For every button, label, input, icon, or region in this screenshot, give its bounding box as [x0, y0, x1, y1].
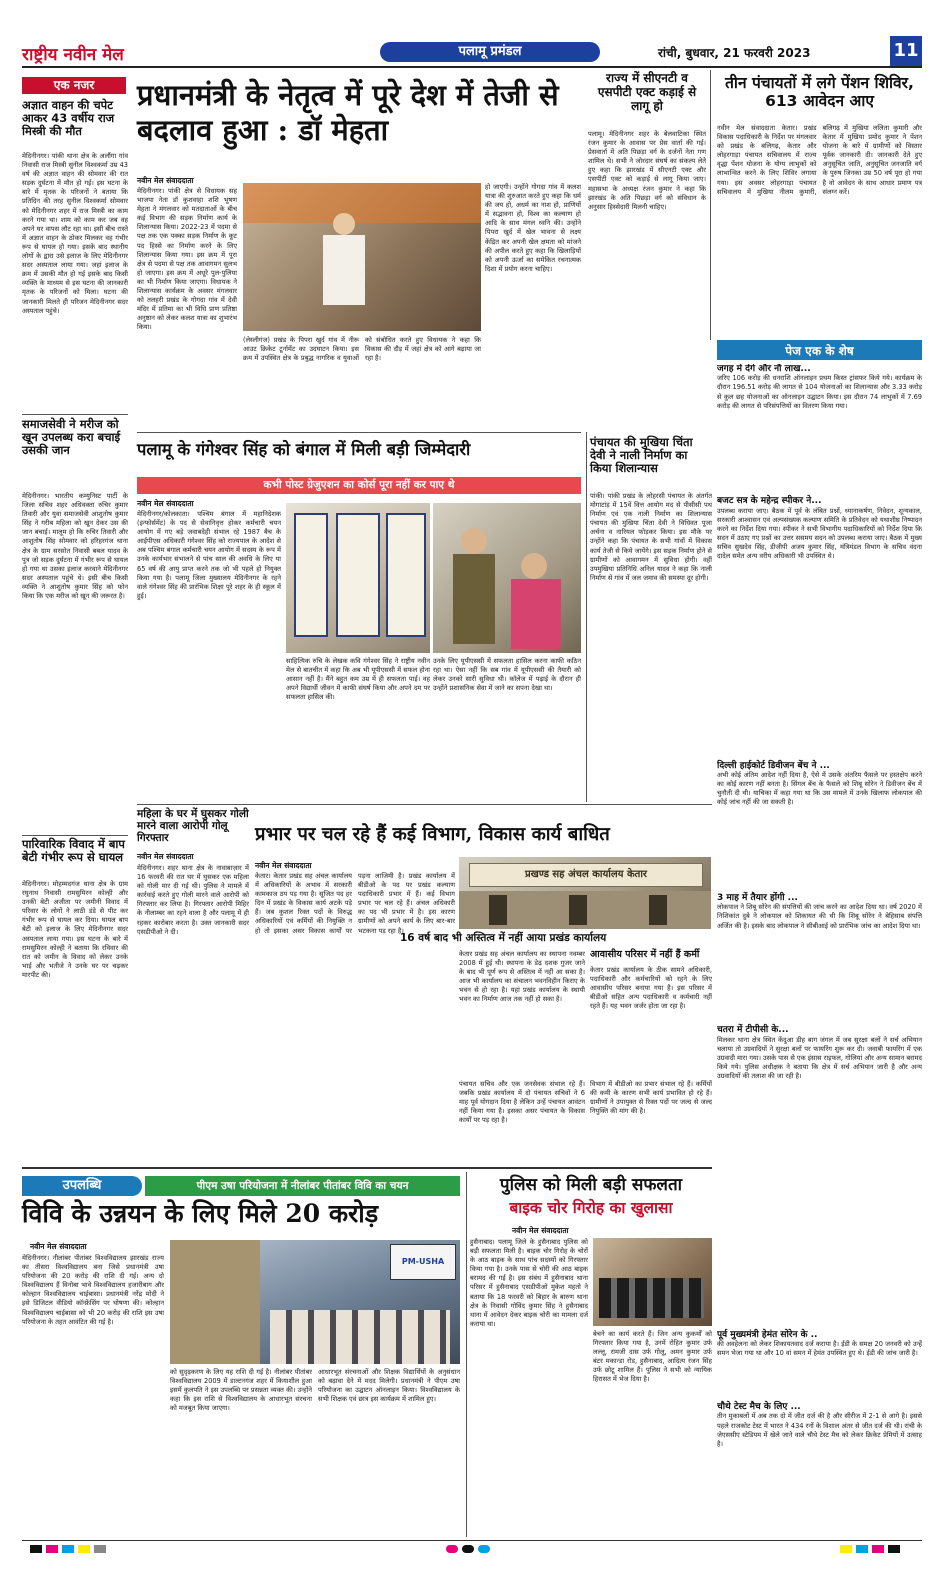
byline: नवीन मेल संवाददाता	[30, 1242, 87, 1251]
story-headline: प्रभार पर चल रहे हैं कई विभाग, विकास कार्य बाधित	[255, 824, 610, 845]
continued-headline: चौथे टेस्ट मैच के लिए ...	[717, 1402, 801, 1413]
story-text: केतार प्रखंड कार्यालय के ठीक सामने अधिकारी, पदाधिकारी और कर्मचारियों को रहने के लिए आवासीय परिसर बनाया गया है। इस परिसर में बीडीओ सहित अन्य पदाधिकारी व कर्मचारी नहीं रहते हैं। यह भवन जर्जर होता जा रहा है।	[590, 966, 712, 1011]
byline: नवीन मेल संवाददाता	[512, 1226, 569, 1235]
story-headline: पंचायत की मुखिया चिंता देवी ने नाली निर्माण का किया शिलान्यास	[590, 435, 693, 476]
continued-headline: दिल्ली हाईकोर्ट डिवीजन बेंच ने ...	[717, 760, 830, 771]
story-text: केतार। केतार प्रखंड सह अंचल कार्यालय में अधिकारियों के अभाव में सरकारी कामकाज ठप पड़ गया है। सूजित पद हर दिन में प्रखंड के विकास कार्य अटके पड़े हैं। जब कुशल रिक्त पदों के विरुद्ध अधिकारियों एवं कर्मियों की नियुक्ति न हो तो इसका असर विकास कार्यों पर पड़ना लाजिमी है। प्रखंड कार्यालय में बीडीओ के पद पर प्रखंड कल्याण पदाधिकारी प्रभार में हैं। कई विभाग प्रभार पर चल रहे हैं। अंचल अधिकारी का पद भी प्रभार में है। इस कारण ग्रामीणों को अपने कार्य के लिए बार-बार भटकना पड़ रहा है।	[255, 872, 455, 935]
story-text: मेदिनीनगर/कोलकाता। पश्चिम बंगाल में महानिदेशक (इन्फोर्समेंट) के पद से सेवानिवृत्त होकर कर्मचारी चयन आयोग में गए बड़े जवाबदेही संभाल रहे 1987 बैच के आईपीएस अधिकारी गंगेश्वर सिंह को राज्यपाल के आदेश से अब पश्चिम बंगाल कर्मचारी चयन आयोग में सदस्य के रूप में उनके कार्यभार संभालने से पांच साल की अवधि के लिए या 65 वर्ष की आयु प्राप्त करने तक जो भी पहले हो नियुक्त किया गया है। पलामू जिला मुख्यालय मेदिनीनगर के रहने वाले गंगेश्वर सिंह की प्रारंभिक शिक्षा पूरे शहर के ही स्कूल में हुई।	[137, 510, 281, 600]
story-text: को सुदृढ़करण के लिए यह राशि दी गई है। नीलांबर पीतांबर विश्वविद्यालय 2009 में डाल्टनगंज शहर में कियाशील हुआ इसमें कुलपति ने इस उपलब्धि पर प्रसन्नता व्यक्त की। उन्होंने कहा कि इस राशि से विश्वविद्यालय के आधारभूत संरचना को मजबूत किया जाएगा।	[170, 1368, 312, 1413]
continued-text: लोकपाल ने शिबू सोरेन की संपत्तियों की जांच करने का आदेश दिया था। वर्ष 2020 में निशिकांत दुबे ने लोकपाल को शिकायत की थी कि शिबू सोरेन ने बेहिसाब संपत्ति अर्जित की है। इसके बाद लोकपाल ने सीबीआई को प्रारंभिक जांच का आदेश दिया था।	[717, 903, 922, 930]
byline: नवीन मेल संवाददाता	[137, 499, 194, 508]
registration-mark	[30, 1545, 42, 1553]
story-text: उनके लिए यूपीएससी में सफलता हासिल करना काफी कठिन रहा था। ऐसा नहीं कि सब गांव में यूपीएससी की तैयारी को लेकर उनको सारी सुविधा थी। कॉलेज में पढ़ाई के दौरान ही उन्होंने प्रशासनिक सेवा में जाने का सपना देखा था।	[433, 657, 581, 693]
registration-mark	[46, 1545, 58, 1553]
registration-mark	[462, 1545, 474, 1553]
story-text: मेदिनीनगर। पांकी थाना क्षेत्र के अलौंगा गांव निवासी राज मिस्त्री सुनील विश्वकर्मा उम्र 43 वर्ष की अज्ञात वाहन की सोमवार की रात सड़क दुर्घटना में मौत हो गई। इस घटना के बारे में मृतक के परिजनों ने बताया कि प्रतिदिन की तरह सुनील विश्वकर्मा सोमवार को मेदिनीनगर शहर में राज मिस्त्री का काम करने गया था। शाम को काम कर जब वह अपने घर वापस लौट रहा था। इसी बीच रास्ते में अज्ञात वाहन के ठोकर मिलकर वह गंभीर रूप से घायल हो गया। इसके बाद स्थानीय लोगों के द्वारा उसे इलाज के लिए मेदिनीनगर सदर अस्पताल लाया गया। जहां इलाज के क्रम में उसकी मौत हो गई इसके बाद किसी व्यक्ति के माध्यम से इस घटना की जानकारी मृतक के परिजनों को मिला। घटना की जानकारी मिलते ही परिजन मेदिनीनगर सदर अस्पताल पहुंचे।	[22, 152, 128, 315]
story-headline: पुलिस को मिली बड़ी सफलता	[499, 1175, 683, 1195]
story-text: मेदिनीनगर। शहर थाना क्षेत्र के नावाबाज़ार में 16 फरवरी की रात घर में घुसकर एक महिला को गोली मार दी गई थी। पुलिस ने मामले में कार्रवाई करते हुए गोली मारने वाले आरोपी को गिरफ्तार कर लिया है। गिरफ्तार आरोपी मिहिर के नीलाम्बर का रहने वाला है और पलामू में ही रहकर कारोबार करता है। उक्त जानकारी सदर एसडीपीओ ने दी।	[137, 864, 249, 936]
lead-headline: प्रधानमंत्री के नेतृत्व में पूरे देश में तेजी से बदलाव हुआ : डॉ मेहता	[137, 78, 559, 148]
story-text: हो जाएगी। उन्होंने गोगदा गांव में कलश यात्रा की शुरुआत करते हुए कहा कि धर्म की जय हो, अधर्म का नाश हो, प्राणियों में सद्भावना हो, विश्व का कल्याण हो आदि के साथ मंगल ध्वनि की। उन्होंने पिपरा खुर्द में खेल भावना से लक्ष्य केंद्रित कर अपनी खेल क्षमता को मांजने की अपील करते हुए कहा कि खिलाड़ियों को अपनी ऊर्जा का समेकित रचनात्मक दिशा में प्रयोग करना चाहिए।	[485, 183, 581, 273]
registration-mark	[62, 1545, 74, 1553]
story-text: मेदिनीनगर। नीलांबर पीतांबर विश्वविद्यालय झारखंड राज्य का तीसरा विश्वविद्यालय बना जिसे प्रधानमंत्री उषा परियोजना की 20 करोड़ की राशि दी गई। अन्य दो विश्वविद्यालय हैं विनोबा भावे विश्वविद्यालय हजारीबाग और कोल्हान विश्वविद्यालय चाईबासा। प्रधानमंत्री नरेंद्र मोदी ने इसे डिजिटल वीडियो कॉन्फ्रेंसिंग पर घोषणा की। कोल्हान विश्वविद्यालय चाईबासा को भी 20 करोड़ की राशि इस उषा परियोजना के तहत आवंटित की गई है।	[22, 1254, 164, 1326]
story-subhead: कभी पोस्ट ग्रेजुएशन का कोर्स पूरा नहीं कर पाए थे	[137, 477, 581, 494]
continued-headline: 3 माह में तैयार होंगी ...	[717, 893, 798, 904]
story-headline: पारिवारिक विवाद में बाप बेटी गंभीर रूप से घायल	[22, 837, 125, 865]
continued-text: की अवहेलना को लेकर शिकायतवाद दर्ज कराया है। ईडी के समक्ष 20 जनवरी को उन्हें समन भेजा गया था और 10 वां समन में हेमंत उपस्थित हुए थे। ईडी की जांच जारी है।	[717, 1340, 922, 1358]
continued-headline: बजट सत्र के महेन्द्र स्पीकर ने...	[717, 496, 822, 507]
column-rule	[586, 432, 587, 802]
registration-mark	[478, 1545, 490, 1553]
story-text: पंचायत सचिव और एक जनसेवक संभाल रहे हैं। जबकि प्रखंड कार्यालय में दो पंचायत सचिवों ने 6 माह पूर्व योगदान दिया है लेकिन उन्हें पंचायत आवंटन नहीं किया गया है। इसका असर पंचायत के विकास कार्यों पर पड़ रहा है।	[459, 1080, 585, 1125]
certificate-photo	[286, 503, 430, 653]
byline: नवीन मेल संवाददाता	[137, 176, 194, 185]
screen-label: PM-USHA	[390, 1244, 456, 1280]
newspaper-name: राष्ट्रीय नवीन मेल	[22, 45, 124, 65]
continued-text: अभी कोई अंतिम आदेश नहीं दिया है, ऐसे में उसके अंतरिम फैसले पर हस्तक्षेप करने का कोई कारण नहीं बनता है। सिंगल बेंच के फैसले को शिबू सोरेन ने डिवीजन बेंच में चुनौती दी थी। याचिका में कहा गया था कि उस मामले में उनके खिलाफ लोकपाल की कोई जांच नहीं की जा सकती है।	[717, 771, 922, 807]
story-text: साहित्यिक रुचि के लेखक कवि गंगेश्वर सिंह ने राष्ट्रीय नवीन मेल से बातचीत में कहा कि अब भी यूपीएससी में सफल होना आसान नहीं है। मैंने बहुत कम उम्र में ही सफलता पाई। वह अपने विद्यार्थी जीवन में काफी संघर्ष किया और अपने दम पर सफलता हासिल की।	[286, 657, 430, 702]
continued-tag: पेज एक के शेष	[785, 344, 854, 358]
continued-column	[717, 364, 922, 1539]
continued-headline: जगह में देंगे और नौ लाख...	[717, 364, 811, 374]
continued-text: मिलकर थाना क्षेत्र स्थित केंदुआ डीह बाग जंगल में जब सुरक्षा बलों ने सर्च अभियान चलाया तो उग्रवादियों ने सुरक्षा बलों पर फायरिंग शुरू कर दी। जवाबी फायरिंग में एक उग्रवादी मारा गया। उसके पास से एक इंसास राइफल, गोलियां और अन्य सामान बरामद किये गये। पुलिस अधीक्षक ने बताया कि क्षेत्र में सर्च अभियान जारी है और अन्य उग्रवादियों की तलाश की जा रही है।	[717, 1035, 922, 1081]
registration-mark	[94, 1545, 106, 1553]
column-rule	[710, 70, 711, 340]
photo-caption: (लेस्लीगंज) प्रखंड के पिपरा खुर्द गांव में नीरू आउट क्रिकेट टूर्नामेंट का उदघाटन किया। इस क्रम में उपस्थित क्षेत्र के प्रबुद्ध नागरिक व युवाओं को संबोधित करते हुए विधायक ने कहा कि विकास की दौड़ में जहां क्षेत्र को आगे बढ़ाया जा रहा है।	[243, 336, 481, 363]
section-rule	[22, 1167, 712, 1169]
story-text: केतार प्रखंड सह अंचल कार्यालय का स्थापना नवम्बर 2008 में हुई थी। स्थापना के डेढ़ दशक गुजर जाने के बाद भी पूर्ण रूप से अस्तित्व में नहीं आ सका है। आज भी कार्यालय का संचालन भवनविहीन किराए के भवन से हो रहा है। यहां प्रखंड कार्यालय के स्थायी भवन का निर्माण आज तक नहीं हो सका है।	[459, 950, 585, 1004]
office-sign: प्रखण्ड सह अंचल कार्यालय केतार	[469, 863, 703, 887]
story-text: नवीन मेल संवाददाता केतार। प्रखंड विकास पदाधिकारी के निर्देश पर मंगलवार को प्रखंड के बलिगढ़, केतार और लोहरगाड़ा पंचायत सचिवालय में राज्य वृद्धा पेंशन योजना के योग्य लाभुकों को लाभान्वित करने के लिए शिविर लगाया गया। इस अवसर लोहरगाड़ा पंचायत सचिवालय में मुखिया नीलम कुमारी, बलिगढ़ में मुखिया ललिता कुमारी और केतार में मुखिया प्रमोद कुमार ने पेंशन योजना के बारे में ग्रामीणों को विस्तार पूर्वक जानकारी दी। जानकारी देते हुए अनुसूचित जाति, अनुसूचित जनजाति वर्ग के पुरुष जिनका उम्र 50 वर्ष पूरा हो गया है वो आवेदन के साथ आधार प्रमाण पत्र संलग्न करें।	[717, 124, 922, 196]
continued-text: जरिए 106 करोड़ की धनराशि ऑनलाइन प्रथम किस्त ट्रांसफर किये गये। कार्यक्रम के दौरान 196.51 करोड़ की लागत से 104 योजनाओं का शिलान्यास और 3.33 करोड़ से कुल छह योजनाओं का ऑनलाइन उद्घाटन किया। इस दौरान 74 लाभुकों में 7.69 करोड़ की लागत से परिसंपत्तियों का वितरण किया गया।	[717, 374, 922, 410]
office-photo	[459, 857, 711, 929]
story-headline: अज्ञात वाहन की चपेट आकर 43 वर्षीय राज मिस्त्री की मौत	[22, 98, 115, 139]
page-number: 11	[890, 36, 922, 66]
story-text: विभाग में बीडीओ का प्रभार संभाल रहे हैं। कर्मियों की कमी के कारण सभी कार्य प्रभावित हो रहे हैं। ग्रामीणों ने उपायुक्त से रिक्त पदों पर जल्द से जल्द नियुक्ति की मांग की है।	[590, 1080, 712, 1116]
seized-bikes-photo	[593, 1238, 712, 1326]
divider	[22, 414, 128, 415]
story-headline: राज्य में सीएनटी व एसपीटी एक्ट कड़ाई से लागू हो	[597, 71, 697, 113]
story-subheadline: 16 वर्ष बाद भी अस्तित्व में नहीं आया प्रखंड कार्यालय	[400, 932, 607, 944]
story-text: पलामू। मेदिनीनगर शहर के बेलवाटिका स्थित रंजन कुमार के आवास पर प्रेस वार्ता की गई। प्रेसवार्ता में अति पिछड़ा वर्ग के दर्जनों नेता गण शामिल थे। सभी ने जोरदार संघर्ष का संकल्प लेते हुए कहा कि झारखंड में सीएनटी एक्ट और एसपीटी एक्ट को कड़ाई से लागू किया जाए। महासभा के अध्यक्ष रंजन कुमार ने कहा कि झारखंड के अति पिछड़ा वर्ग को संविधान के अनुसार हिस्सेदारी मिलनी चाहिए।	[588, 130, 706, 211]
story-subheadline: आवासीय परिसर में नहीं हैं कर्मी	[590, 949, 700, 960]
story-kicker: पीएम उषा परियोजना में नीलांबर पीतांबर विवि का चयन	[145, 1176, 460, 1196]
bottom-rule	[22, 1540, 922, 1541]
continued-text: तीन मुकाबलों में अब तक दो में जीत दर्ज की है और सीरीज में 2-1 से आगे है। इससे पहले राजकोट टेस्ट में भारत ने 434 रनों के विशाल अंतर से जीत दर्ज की थी। रांची के जेएससीए स्टेडियम में खेले जाने वाले चौथे टेस्ट मैच को लेकर क्रिकेट प्रेमियों में उत्साह है।	[717, 1412, 922, 1448]
registration-mark	[446, 1545, 458, 1553]
university-event-photo	[170, 1240, 460, 1364]
story-text: हुसैनाबाद। पलामू जिले के हुसैनाबाद पुलिस को बड़ी सफलता मिली है। बाइक चोर गिरोह के चोरों के आठ बाइक के साथ पांच सदस्यों को गिरफ्तार किया गया है। उनके पास से चोरी की आठ बाइक बरामद की गई है। इस संबंध में हुसैनाबाद थाना परिसर में हुसैनाबाद एसडीपीओ मुकेश महतो ने बताया कि 18 फरवरी को बिहार के बारुण थाना क्षेत्र के निवासी गोविंद कुमार सिंह ने हुसैनाबाद थाना में आवेदन देकर बाइक चोरी का मामला दर्ज कराया था।	[470, 1238, 588, 1328]
registration-mark	[888, 1545, 900, 1553]
registration-mark	[840, 1545, 852, 1553]
story-subhead: बाइक चोर गिरोह का खुलासा	[509, 1199, 673, 1217]
masthead	[22, 40, 922, 68]
column-rule	[466, 1172, 467, 1537]
divider	[22, 835, 128, 836]
story-headline: तीन पंचायतों में लगे पेंशन शिविर, 613 आवेदन आए	[725, 74, 914, 110]
section-label: पलामू प्रमंडल	[380, 42, 600, 62]
story-text: पांकी। पांकी प्रखंड के लोहरसी पंचायत के अंतर्गत मोगाटांड़ में 15वें वित्त आयोग मद से पीसीसी पथ निर्माण एवं एक नाली निर्माण का शिलान्यास पंचायत की मुखिया चिंता देवी ने विधिवत पूजा अर्चना व नारियल फोड़कर किया। इस मौके पर उन्होंने कहा कि पंचायत के सभी गांवों में विकास कार्य तेजी से किये जायेंगे। इस सड़क निर्माण होने से ग्रामीणों को आवागमन में सुविधा होगी। वहीं उपमुखिया प्रतिनिधि अनिल यादव ने कहा कि नाली निर्माण से गांव में जल जमाव की समस्या दूर होगी।	[590, 492, 712, 582]
registration-mark	[856, 1545, 868, 1553]
story-text: आधारभूत संरचनाओं और शिक्षक विद्यार्थियों के अनुसंधान को बढ़ावा देने में मदद मिलेगी। प्रधानमंत्री ने पीएम उषा परियोजना का उद्घाटन ऑनलाइन किया। विश्वविद्यालय के सभी शिक्षक एवं छात्र इस कार्यक्रम में शामिल हुए।	[318, 1368, 460, 1404]
continued-text: उपलब्ध कराया जाए। बैठक में पूर्व के लंबित प्रश्नों, ध्यानाकर्षण, निवेदन, शून्यकाल, सरकारी आश्वासन एवं अल्पसंख्यक कल्याण समिति के प्रतिवेदन को यथाशीघ्र निष्पादन करने का निर्देश दिया गया। स्पीकर ने सभी विभागीय पदाधिकारियों को निर्देश दिया कि सदन में उठाए गए प्रश्नों का उत्तर ससमय सदन को उपलब्ध कराया जाए। बैठक में मुख्य सचिव सुखदेव सिंह, डीजीपी अजय कुमार सिंह, मंत्रिमंडल विभाग के सचिव वंदना दादेल समेत अन्य वरीय अधिकारी भी उपस्थित थे।	[717, 506, 922, 561]
rally-photo	[243, 183, 481, 331]
story-text: मेदिनीनगर। पांकी क्षेत्र से विधायक सह भाजपा नेता डॉ कुशवाहा शशि भूषण मेहता ने मंगलवार को मतदाताओं के बीच कई विभाग की सड़क निर्माण कार्य के शिलान्यास किया। 2022-23 में पदमा से पक्ष तक एक पक्का सड़क निर्माण के कूट पद हिस्से का निर्माण करने के लिए शिलान्यास किया गया। इस क्रम में पूरा क्षेत्र से पदमा से पक्ष तक आवागमन सुलभ हो जाएगा। इस क्रम में अधूरे पुल-पुलिया का भी निर्माण किया जाएगा। विधायक ने शिलान्यास कार्यक्रम के अवसर मंगलवार को तलहरी प्रखंड के गोगदा गांव में देवी मंदिर में प्रतिमा का भी विधि प्राण प्रतिष्ठा अनुष्ठान को लेकर कलश यात्रा का शुभारंभ किया।	[137, 187, 237, 332]
story-headline: समाजसेवी ने मरीज को खून उपलब्ध करा बचाई उसकी जान	[22, 417, 121, 458]
story-text: मेदिनीनगर। मोहम्मदगंज थाना क्षेत्र के ग्राम रघुनाथ निवासी रामसुमिरन कोल्ही और उनकी बेटी अजीता पर जमीनी विवाद में परिवार के लोगों ने लाठी डंडे से पीट कर गंभीर रूप से घायल कर दिया। घायल बाप बेटी को इलाज के लिए मेदिनीनगर सदर अस्पताल लाया गया। इस घटना के बारे में रामसुमिरन कोल्ही ने बताया कि रविवार की रात को जमीन के विवाद को लेकर उनके भाई और भतीजे ने उनके घर पर चढ़कर मारपीट की।	[22, 880, 128, 979]
continued-headline: चतरा में टीपीसी के...	[717, 1025, 789, 1036]
byline: नवीन मेल संवाददाता	[255, 861, 312, 870]
story-text: मेदिनीनगर। भारतीय कम्युनिस्ट पार्टी के जिला सचिव शहर अधिवक्ता रुचिर कुमार तिवारी और युवा समाजसेवी आशुतोष कुमार सिंह ने गरीब महिला को खून देकर उस की जान बचाई। मालूम हो कि रुचिर तिवारी और आशुतोष सिंह सोमवार को हरिहरगंज थाना क्षेत्र के ग्राम सरसोत निवासी बबल यादव के पुत्र जो सड़क दुर्घटना में गंभीर रूप से घायल हो गया था उसका इलाज करवाने मेदिनीनगर सदर अस्पताल पहुंचे थे। इसी बीच किसी व्यक्ति ने आशुतोष कुमार सिंह को फोन किया कि एक मरीज को खून की जरूरत है।	[22, 492, 128, 601]
story-headline: पलामू के गंगेश्वर सिंह को बंगाल में मिली बड़ी जिम्मेदारी	[137, 440, 471, 459]
ek-nazar-tag: एक नजर	[22, 77, 126, 94]
continued-headline: पूर्व मुख्यमंत्री हेमंत सोरेन के ..	[717, 1329, 818, 1340]
divider	[137, 432, 581, 433]
story-headline: महिला के घर में घुसकर गोली मारने वाला आरोपी गोलू गिरफ्तार	[137, 808, 249, 845]
registration-mark	[78, 1545, 90, 1553]
story-text: बेचने का कार्य करते हैं। जिन अन्य कुकर्मों को गिरफ्तार किया गया है, उनमें रोहित कुमार उर्फ लल्लू, रामजी दास उर्फ गोलू, अमन कुमार उर्फ बंटर मकान्डा रोड, हुसैनाबाद, आदित्य रंजन सिंह उर्फ छोटू शामिल हैं। पुलिस ने सभी को न्यायिक हिरासत में भेज दिया है।	[593, 1330, 712, 1384]
dateline: रांची, बुधवार, 21 फरवरी 2023	[658, 46, 811, 60]
divider	[137, 804, 712, 805]
registration-mark	[872, 1545, 884, 1553]
story-headline: विवि के उन्नयन के लिए मिले 20 करोड़	[22, 1199, 379, 1228]
byline: नवीन मेल संवाददाता	[137, 852, 194, 861]
officer-photo	[433, 503, 581, 653]
upalabdhi-tag: उपलब्धि	[22, 1176, 142, 1196]
